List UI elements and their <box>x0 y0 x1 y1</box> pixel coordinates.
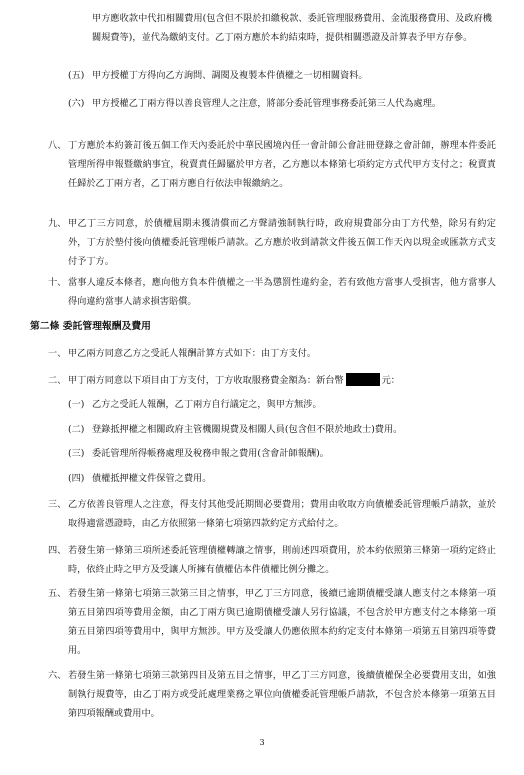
item-text: 乙方依善良管理人之注意，得支付其他受託期間必要費用；費用由收取方向債權委託管理帳戶請款，並於取得適當憑證時，由乙方依照第一條第七項第四款約定方式給付之。 <box>68 499 496 529</box>
item-marker: (二) <box>68 424 85 435</box>
item-marker: 一、 <box>48 348 67 359</box>
item-marker: 五、 <box>48 588 67 599</box>
item-marker: (一) <box>68 399 85 410</box>
page-number: 3 <box>259 738 265 747</box>
item-marker: 十、 <box>48 277 67 288</box>
item-marker: (五) <box>68 70 85 81</box>
clause-2-item-5 <box>48 584 496 660</box>
item-text-after: 元： <box>381 375 400 386</box>
clause-2-item-2 <box>48 371 496 390</box>
clause-2-sub-3 <box>68 444 492 463</box>
clause-2-item-1 <box>48 344 496 363</box>
item-text: 委託管理所得帳務處理及稅務申報之費用(含會計師報酬)。 <box>92 448 329 459</box>
item-text: 乙方之受託人報酬，乙丁兩方自行議定之，與甲方無涉。 <box>92 399 322 410</box>
item-text: 甲乙丁三方同意，於債權屆期未獲清償而乙方聲請強制執行時，政府規費部分由丁方代墊，除另有約定外，丁方於墊付後向債權委託管理帳戶請款。乙方應於收到請款文件後五個工作天內以現金或匯款方式支付予丁方。 <box>68 218 496 267</box>
redacted-amount <box>346 373 380 386</box>
item-text: 若發生第一條第七項第三款第三目之情事，甲乙丁三方同意，後續已逾期債權受讓人應支付之本條第一項第五目第四項等費用金額，由乙丁兩方與已逾期債權受讓人另行協議，不包含於甲方應支付之本條第一項第五目第四項等費用中，與甲方無涉。甲方及受讓人仍應依照本約約定支付本條第一項第五目第四項等費用。 <box>68 588 496 656</box>
clause-2-item-6 <box>48 666 496 723</box>
clause-2-sub-2 <box>68 420 492 439</box>
item-marker: (四) <box>68 473 85 484</box>
item-marker: (三) <box>68 448 85 459</box>
item-text: 當事人違反本條者，應向他方負本件債權之一半為懲罰性違約金，若有致他方當事人受損害，他方當事人得向違約當事人請求損害賠償。 <box>68 277 496 307</box>
item-text: 若發生第一條第三項所述委託管理債權轉讓之情事，則前述四項費用，於本約依照第三條第一項約定終止時，依終止時之甲方及受讓人所擁有債權佔本件債權比例分攤之。 <box>68 545 496 575</box>
continuation-paragraph <box>92 9 492 47</box>
clause-2-item-4 <box>48 541 496 579</box>
clause-item-9 <box>48 214 496 271</box>
section-heading: 第二條 委託管理報酬及費用 <box>30 321 151 332</box>
item-marker: 八、 <box>48 140 67 151</box>
item-marker: 六、 <box>48 670 67 681</box>
item-text: 若發生第一條第七項第三款第四目及第五目之情事，甲乙丁三方同意，後續債權保全必要費用支出，如強制執行規費等，由乙丁兩方或受託處理業務之單位向債權委託管理帳戶請款，不包含於本條第一項第五目第四項報酬或費用中。 <box>68 670 496 719</box>
clause-item-5 <box>68 66 492 85</box>
item-text: 登錄抵押權之相關政府主管機關規費及相關人員(包含但不限於地政士)費用。 <box>92 424 403 435</box>
clause-item-8 <box>48 136 496 193</box>
clause-item-10 <box>48 273 496 311</box>
clause-2-sub-4 <box>68 469 492 488</box>
item-text: 債權抵押權文件保管之費用。 <box>92 473 212 484</box>
item-marker: 三、 <box>48 499 67 510</box>
item-text: 甲乙兩方同意乙方之受託人報酬計算方式如下：由丁方支付。 <box>68 348 317 359</box>
item-marker: 四、 <box>48 545 67 556</box>
item-text: 甲方授權丁方得向乙方詢問、調閱及複製本件債權之一切相關資料。 <box>92 70 368 81</box>
clause-2-item-3 <box>48 495 496 533</box>
clause-2-sub-1 <box>68 395 492 414</box>
item-text-before: 甲丁兩方同意以下項目由丁方支付，丁方收取服務費金額為：新台幣 <box>68 375 344 386</box>
item-marker: (六) <box>68 98 85 109</box>
clause-item-6 <box>68 94 492 113</box>
item-marker: 九、 <box>48 218 67 229</box>
item-text: 甲方授權乙丁兩方得以善良管理人之注意，將部分委託管理事務委託第三人代為處理。 <box>92 98 442 109</box>
item-marker: 二、 <box>48 375 67 386</box>
item-text: 丁方應於本約簽訂後五個工作天內委託於中華民國境內任一會計師公會註冊登錄之會計師，辦理本件委託管理所得申報暨繳納事宜，稅賣責任歸屬於甲方者，乙方應以本條第七項約定方式代甲方支付之；稅賣責任歸於乙丁兩方者，乙丁兩方應自行依法申報繳納之。 <box>68 140 496 189</box>
continuation-text: 甲方應收款中代扣相關費用(包含但不限於扣繳稅款、委託管理服務費用、金流服務費用、及政府機關規費等)，並代為繳納支付。乙丁兩方應於本約結束時，提供相關憑證及計算表予甲方存參。 <box>92 13 492 43</box>
